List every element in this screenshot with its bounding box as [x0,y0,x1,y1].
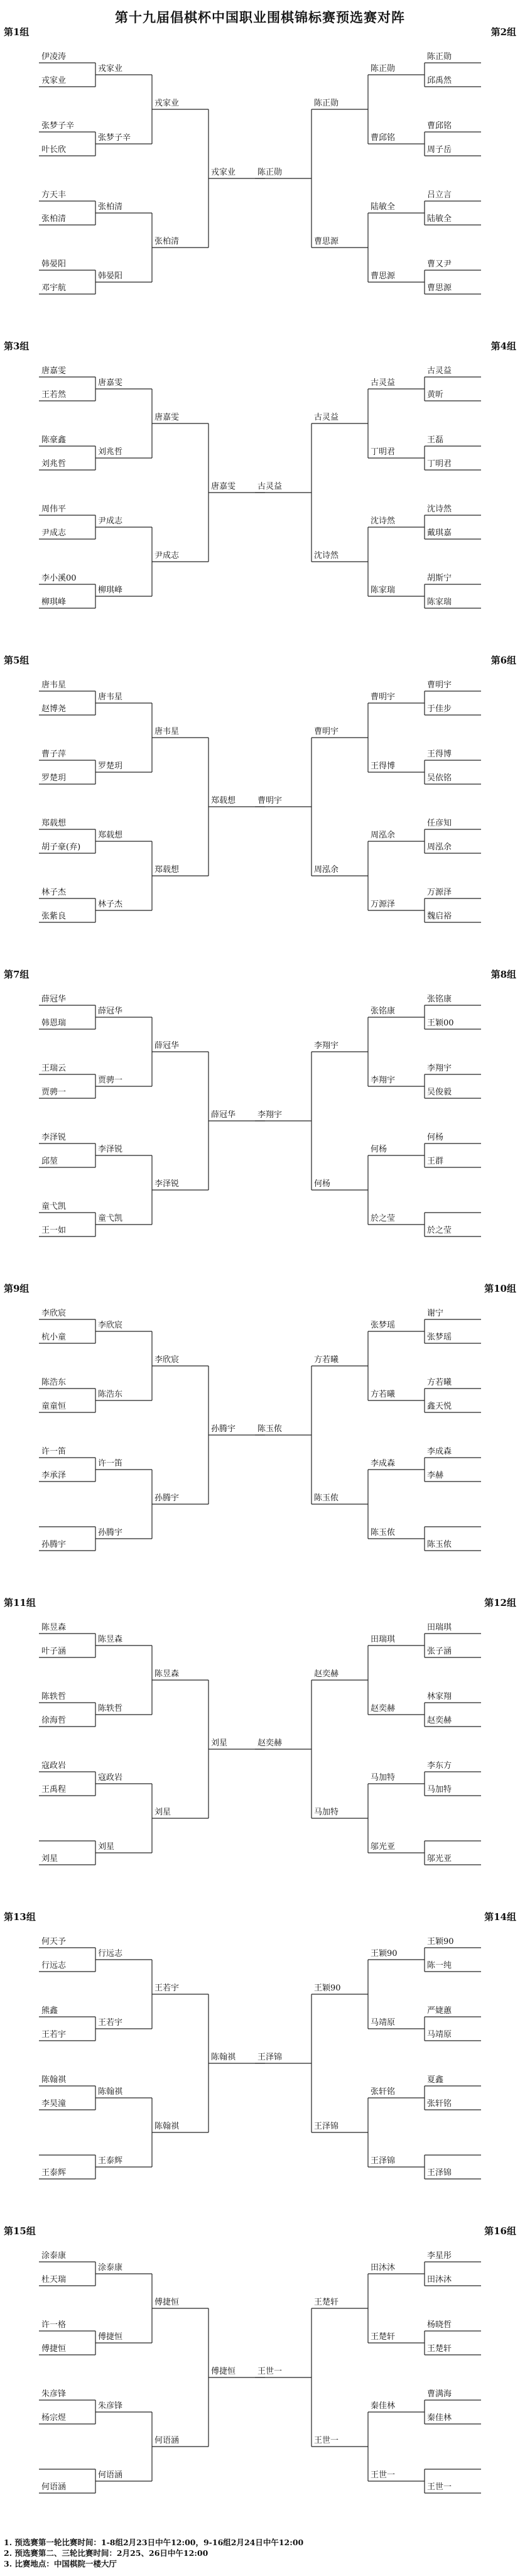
player-name: 陈翰祺 [41,2075,67,2085]
group-winner: 王世一 [257,2367,283,2376]
round3-winner: 薛冠华 [154,1041,180,1051]
round2-winner: 邬光亚 [371,1842,396,1852]
round2-winner: 陈翰祺 [98,2087,123,2097]
group-label: 第15组 [4,2225,36,2237]
player-name: 陈豪鑫 [41,435,67,445]
round3-winner: 古灵益 [314,413,339,422]
player-name: 王颖00 [427,1018,454,1028]
round2-winner: 孙腾宇 [98,1528,123,1537]
player-name: 王一如 [41,1226,67,1235]
player-name: 李成森 [427,1447,452,1456]
round3-winner: 李欣宸 [154,1355,180,1365]
player-name: 吴俊毅 [427,1088,452,1097]
round3-winner: 唐韦星 [154,727,180,736]
player-name: 徐海哲 [41,1716,67,1725]
round2-winner: 王泽锦 [371,2156,396,2166]
player-name: 王磊 [427,435,444,445]
group-winner: 薛冠华 [211,1110,236,1120]
player-name: 王若然 [41,390,67,400]
round3-winner: 曹思源 [314,237,339,246]
round3-winner: 沈诗然 [314,551,339,560]
player-name: 於之莹 [427,1226,452,1235]
player-name: 张轩铭 [427,2099,452,2109]
player-name: 韩晏阳 [41,259,67,269]
group-label: 第5组 [4,655,30,666]
group-winner: 郑载想 [211,796,236,805]
player-name: 许一格 [41,2320,67,2330]
player-name: 唐韦星 [41,680,67,690]
round2-winner: 郑载想 [98,831,123,840]
group-winner: 李翔宇 [257,1110,283,1120]
player-name: 张子涵 [427,1647,452,1656]
round2-winner: 陈轶哲 [98,1704,123,1713]
player-name: 王得博 [427,750,452,759]
player-name: 李赫 [427,1471,444,1480]
round3-winner: 陈翰祺 [154,2122,180,2131]
player-name: 张梦子辛 [41,121,75,131]
player-name: 柳琪峰 [41,598,67,607]
group-label: 第1组 [4,26,30,38]
player-name: 林子杰 [41,888,67,897]
player-name: 寇政岩 [41,1761,67,1771]
round3-winner: 陈昱森 [154,1669,180,1679]
group-winner: 王泽锦 [257,2053,283,2062]
round3-winner: 王泽锦 [314,2122,339,2131]
round2-winner: 柳琪峰 [98,586,123,595]
group-label: 第16组 [484,2225,516,2237]
round3-winner: 马加特 [314,1808,339,1817]
round3-winner: 曹明宇 [314,727,339,736]
group-winner: 赵奕赫 [257,1738,283,1748]
group-winner: 陈翰祺 [211,2053,236,2062]
group-label: 第9组 [4,1283,30,1294]
round3-winner: 刘星 [154,1808,171,1817]
group-winner: 戎家业 [211,168,236,177]
round2-winner: 陈浩东 [98,1390,123,1399]
player-name: 赵博尧 [41,704,67,714]
round3-winner: 王若宇 [154,1984,180,1993]
player-name: 童弋凯 [41,1202,67,1211]
player-name: 严婕蕙 [427,2006,452,2016]
player-name: 韩恩瑞 [41,1018,67,1028]
round2-winner: 行远志 [98,1949,123,1958]
player-name: 傅捷恒 [41,2344,67,2354]
round2-winner: 王泰辉 [98,2156,123,2166]
round3-winner: 戎家业 [154,99,180,108]
player-name: 杜天瑞 [41,2275,67,2284]
player-name: 邱禹然 [427,76,452,85]
round2-winner: 李欣宸 [98,1321,123,1330]
round2-winner: 张梦子辛 [98,133,131,143]
player-name: 何天予 [41,1937,67,1946]
player-name: 杭小童 [41,1333,67,1342]
group-winner: 曹明宇 [257,796,283,805]
round3-winner: 赵奕赫 [314,1669,339,1679]
round2-winner: 陈玉侬 [371,1528,396,1537]
round2-winner: 王楚轩 [371,2332,396,2342]
round3-winner: 李翔宇 [314,1041,339,1051]
round2-winner: 於之莹 [371,1214,396,1223]
player-name: 曹子萍 [41,750,67,759]
round2-winner: 刘兆哲 [98,447,123,457]
player-name: 胡斯宁 [427,574,452,583]
round2-winner: 陈昱森 [98,1635,123,1644]
group-winner: 刘星 [211,1738,228,1748]
round2-winner: 曹思源 [371,271,396,281]
player-name: 贾骋一 [41,1088,67,1097]
player-name: 李欣宸 [41,1309,67,1318]
player-name: 伊凌涛 [41,52,67,62]
round3-winner: 王楚轩 [314,2298,339,2307]
player-name: 唐嘉雯 [41,366,67,376]
round2-winner: 陈正勋 [371,64,396,74]
group-label: 第3组 [4,341,30,352]
player-name: 薛冠华 [41,995,67,1004]
round2-winner: 童弋凯 [98,1214,123,1223]
player-name: 王泰辉 [41,2168,67,2178]
player-name: 沈诗然 [427,505,452,514]
round2-winner: 唐嘉雯 [98,378,123,388]
player-name: 于佳步 [427,704,452,714]
round3-winner: 尹成志 [154,551,180,560]
group-label: 第8组 [490,969,516,980]
player-name: 夏鑫 [427,2075,444,2085]
round2-winner: 周泓余 [371,831,396,840]
player-name: 陈家瑞 [427,598,452,607]
group-label: 第6组 [490,655,516,666]
player-name: 陈玉侬 [427,1540,452,1549]
page-title: 第十九届倡棋杯中国职业围棋锦标赛预选赛对阵 [115,9,405,25]
player-name: 吴依铭 [427,773,452,783]
player-name: 丁明君 [427,459,452,469]
round3-winner: 张柏清 [154,237,180,246]
round2-winner: 万源泽 [371,900,396,909]
footer-note-3: 3. 比赛地点：中国棋院一楼大厅 [4,2559,117,2568]
player-name: 田沐沐 [427,2275,452,2284]
round2-winner: 沈诗然 [371,516,396,526]
round2-winner: 古灵益 [371,378,396,388]
round2-winner: 曹邱铭 [371,133,396,143]
round2-winner: 刘星 [98,1842,115,1852]
round2-winner: 张铭康 [371,1007,396,1016]
group-winner: 傅捷恒 [211,2367,236,2376]
group-winner: 陈正勋 [257,168,283,177]
player-name: 李承泽 [41,1471,67,1480]
player-name: 古灵益 [427,366,452,376]
round2-winner: 田沐沐 [371,2263,396,2273]
player-name: 许一笛 [41,1447,67,1456]
player-name: 叶子涵 [41,1647,67,1656]
round2-winner: 陆敏全 [371,202,396,212]
round2-winner: 李泽锐 [98,1145,123,1154]
player-name: 吕立言 [427,190,452,200]
player-name: 万源泽 [427,888,452,897]
player-name: 周泓余 [427,843,452,852]
player-name: 张紫良 [41,912,67,921]
player-name: 童童恒 [41,1402,67,1411]
player-name: 涂泰康 [41,2251,67,2261]
player-name: 戴琪嘉 [427,528,452,538]
player-name: 尹成志 [41,528,67,538]
round3-winner: 方若曦 [314,1355,339,1365]
round2-winner: 王若宇 [98,2018,123,2028]
player-name: 魏启裕 [427,912,452,921]
player-name: 曹邱铭 [427,121,452,131]
group-winner: 唐嘉雯 [211,482,236,491]
round3-winner: 孙腾宇 [154,1493,180,1503]
player-name: 杨宗煜 [41,2413,67,2423]
group-label: 第12组 [484,1597,516,1608]
round2-winner: 陈家瑞 [371,586,396,595]
round2-winner: 秦佳林 [371,2401,396,2411]
round3-winner: 何语涵 [154,2436,180,2445]
round3-winner: 何杨 [314,1179,331,1189]
player-name: 曹又尹 [427,259,452,269]
player-name: 陈正勋 [427,52,452,62]
player-name: 郑载想 [41,819,67,828]
group-label: 第7组 [4,969,30,980]
player-name: 邱堃 [41,1157,58,1166]
round3-winner: 陈正勋 [314,99,339,108]
player-name: 黄昕 [427,390,444,400]
player-name: 曹思源 [427,283,452,293]
round3-winner: 王颖90 [314,1984,341,1993]
round3-winner: 周泓余 [314,865,339,875]
player-name: 王若宇 [41,2030,67,2039]
round3-winner: 陈玉侬 [314,1493,339,1503]
player-name: 朱彦锋 [41,2389,67,2399]
round2-winner: 何杨 [371,1145,387,1154]
player-name: 方天丰 [41,190,67,200]
player-name: 谢宁 [427,1309,444,1318]
player-name: 陈昱森 [41,1623,67,1632]
player-name: 孙腾宇 [41,1540,67,1549]
player-name: 周子岳 [427,145,452,155]
group-label: 第13组 [4,1911,36,1923]
player-name: 罗楚玥 [41,773,67,783]
player-name: 戎家业 [41,76,67,85]
footer-note-2: 2. 预选赛第二、三轮比赛时间：2月25、26日中午12:00 [4,2548,209,2558]
player-name: 林家翔 [427,1692,452,1701]
player-name: 张梦瑶 [427,1333,452,1342]
round2-winner: 马靖原 [371,2018,396,2028]
player-name: 方若曦 [427,1378,452,1387]
round3-winner: 王世一 [314,2436,339,2445]
player-name: 李星彤 [427,2251,452,2261]
round2-winner: 唐韦星 [98,692,123,702]
group-winner: 孙腾宇 [211,1424,236,1434]
round2-winner: 丁明君 [371,447,396,457]
player-name: 陈一纯 [427,1961,452,1970]
group-label: 第14组 [484,1911,516,1923]
round2-winner: 李翔宇 [371,1076,396,1085]
player-name: 杨晓哲 [427,2320,452,2330]
round2-winner: 林子杰 [98,900,123,909]
round2-winner: 朱彦锋 [98,2401,123,2411]
group-label: 第11组 [4,1597,36,1608]
group-label: 第2组 [490,26,516,38]
player-name: 李东方 [427,1761,452,1771]
round3-winner: 傅捷恒 [154,2298,180,2307]
round2-winner: 张柏清 [98,202,123,212]
player-name: 王群 [427,1157,444,1166]
round2-winner: 张轩铭 [371,2087,396,2097]
player-name: 叶长欣 [41,145,67,155]
round2-winner: 许一笛 [98,1459,123,1468]
player-name: 熊鑫 [41,2006,58,2016]
player-name: 何杨 [427,1133,444,1142]
round3-winner: 郑载想 [154,865,180,875]
player-name: 李小溪00 [41,574,77,583]
player-name: 张柏清 [41,214,67,224]
player-name: 周伟平 [41,505,67,514]
round2-winner: 寇政岩 [98,1773,123,1782]
player-name: 王颖90 [427,1937,454,1946]
round2-winner: 薛冠华 [98,1007,123,1016]
player-name: 王泽锦 [427,2168,452,2178]
player-name: 曹满海 [427,2389,452,2399]
player-name: 王瑞云 [41,1064,67,1073]
player-name: 鑫天悦 [427,1402,452,1411]
player-name: 田瑞琪 [427,1623,452,1632]
player-name: 何语涵 [41,2482,67,2492]
player-name: 张铭康 [427,995,452,1004]
player-name: 赵奕赫 [427,1716,452,1725]
round2-winner: 傅捷恒 [98,2332,123,2342]
player-name: 王世一 [427,2482,452,2492]
round2-winner: 涂泰康 [98,2263,123,2273]
round2-winner: 李成森 [371,1459,396,1468]
player-name: 刘星 [41,1854,58,1864]
group-label: 第4组 [490,341,516,352]
round3-winner: 李泽锐 [154,1179,180,1189]
round2-winner: 何语涵 [98,2470,123,2480]
player-name: 李泽锐 [41,1133,67,1142]
round2-winner: 罗楚玥 [98,761,123,771]
player-name: 曹明宇 [427,680,452,690]
round2-winner: 曹明宇 [371,692,396,702]
round2-winner: 贾骋一 [98,1076,123,1085]
group-label: 第10组 [484,1283,516,1294]
player-name: 刘兆哲 [41,459,67,469]
round2-winner: 赵奕赫 [371,1704,396,1713]
round2-winner: 王颖90 [371,1949,398,1958]
group-winner: 陈玉侬 [257,1424,283,1434]
player-name: 陆敏全 [427,214,452,224]
player-name: 陈轶哲 [41,1692,67,1701]
round2-winner: 戎家业 [98,64,123,74]
player-name: 秦佳林 [427,2413,452,2423]
round2-winner: 方若曦 [371,1390,396,1399]
round2-winner: 韩晏阳 [98,271,123,281]
player-name: 任彦知 [427,819,452,828]
round2-winner: 田瑞琪 [371,1635,396,1644]
round2-winner: 张梦瑶 [371,1321,396,1330]
player-name: 李昊潼 [41,2099,67,2109]
player-name: 邓宇航 [41,283,67,293]
footer-note-1: 1. 预选赛第一轮比赛时间：1-8组2月23日中午12:00，9-16组2月24日中午12:00 [4,2538,304,2547]
player-name: 李翔宇 [427,1064,452,1073]
round2-winner: 王得博 [371,761,396,771]
player-name: 邬光亚 [427,1854,452,1864]
player-name: 陈浩东 [41,1378,67,1387]
group-winner: 古灵益 [257,482,283,491]
round3-winner: 唐嘉雯 [154,413,180,422]
round2-winner: 王世一 [371,2470,396,2480]
footer-notes [4,2537,303,2569]
player-name: 马加特 [427,1785,452,1794]
round2-winner: 马加特 [371,1773,396,1782]
player-name: 王禹程 [41,1785,67,1794]
player-name: 马靖原 [427,2030,452,2039]
player-name: 行远志 [41,1961,67,1970]
player-name: 王楚轩 [427,2344,452,2354]
player-name: 胡子豪(弃) [41,843,81,852]
round2-winner: 尹成志 [98,516,123,526]
